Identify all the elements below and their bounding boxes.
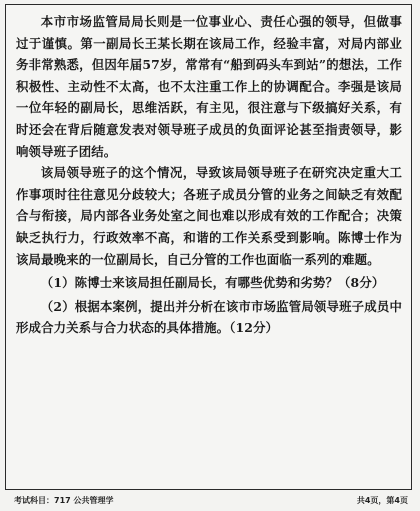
page-number-label: 共4页，第4页: [356, 496, 408, 505]
exam-subject-label: 考试科目：717 公共管理学: [14, 496, 114, 505]
case-paragraph-1: 本市市场监管局局长则是一位事业心、责任心强的领导，但做事过于谨慎。第一副局长王某长期在该局工作，经验丰富，对局内部业务非常熟悉，但因年届57岁，常常有“船到码头车到站”的想法，工作积极性、主动性不太高，也不太注重工作上的协调配合。李强是该局一位年轻的副局长，思维活跃，有主见，很注意与下级搞好关系，有时还会在背后随意发表对领导班子成员的负面评论甚至指责领导，影响领导班子团结。: [16, 14, 402, 159]
page-footer: [14, 494, 408, 508]
case-paragraph-2: 该局领导班子的这个情况，导致该局领导班子在研究决定重大工作事项时往往意见分歧较大；各班子成员分管的业务之间缺乏有效配合与衔接，局内部各业务处室之间也难以形成有效的工作配合；决策缺乏执行力，行政效率不高，和谐的工作关系受到影响。陈博士作为该局最晚来的一位副局长，自己分管的工作也面临一系列的难题。: [16, 165, 402, 267]
question-2: （2）根据本案例，提出并分析在该市市场监管局领导班子成员中形成合力关系与合力状态的具体措施。（12分）: [16, 298, 402, 336]
question-1: （1）陈博士来该局担任副局长，有哪些优势和劣势？（8分）: [40, 275, 385, 291]
exam-page-frame: [5, 4, 412, 490]
